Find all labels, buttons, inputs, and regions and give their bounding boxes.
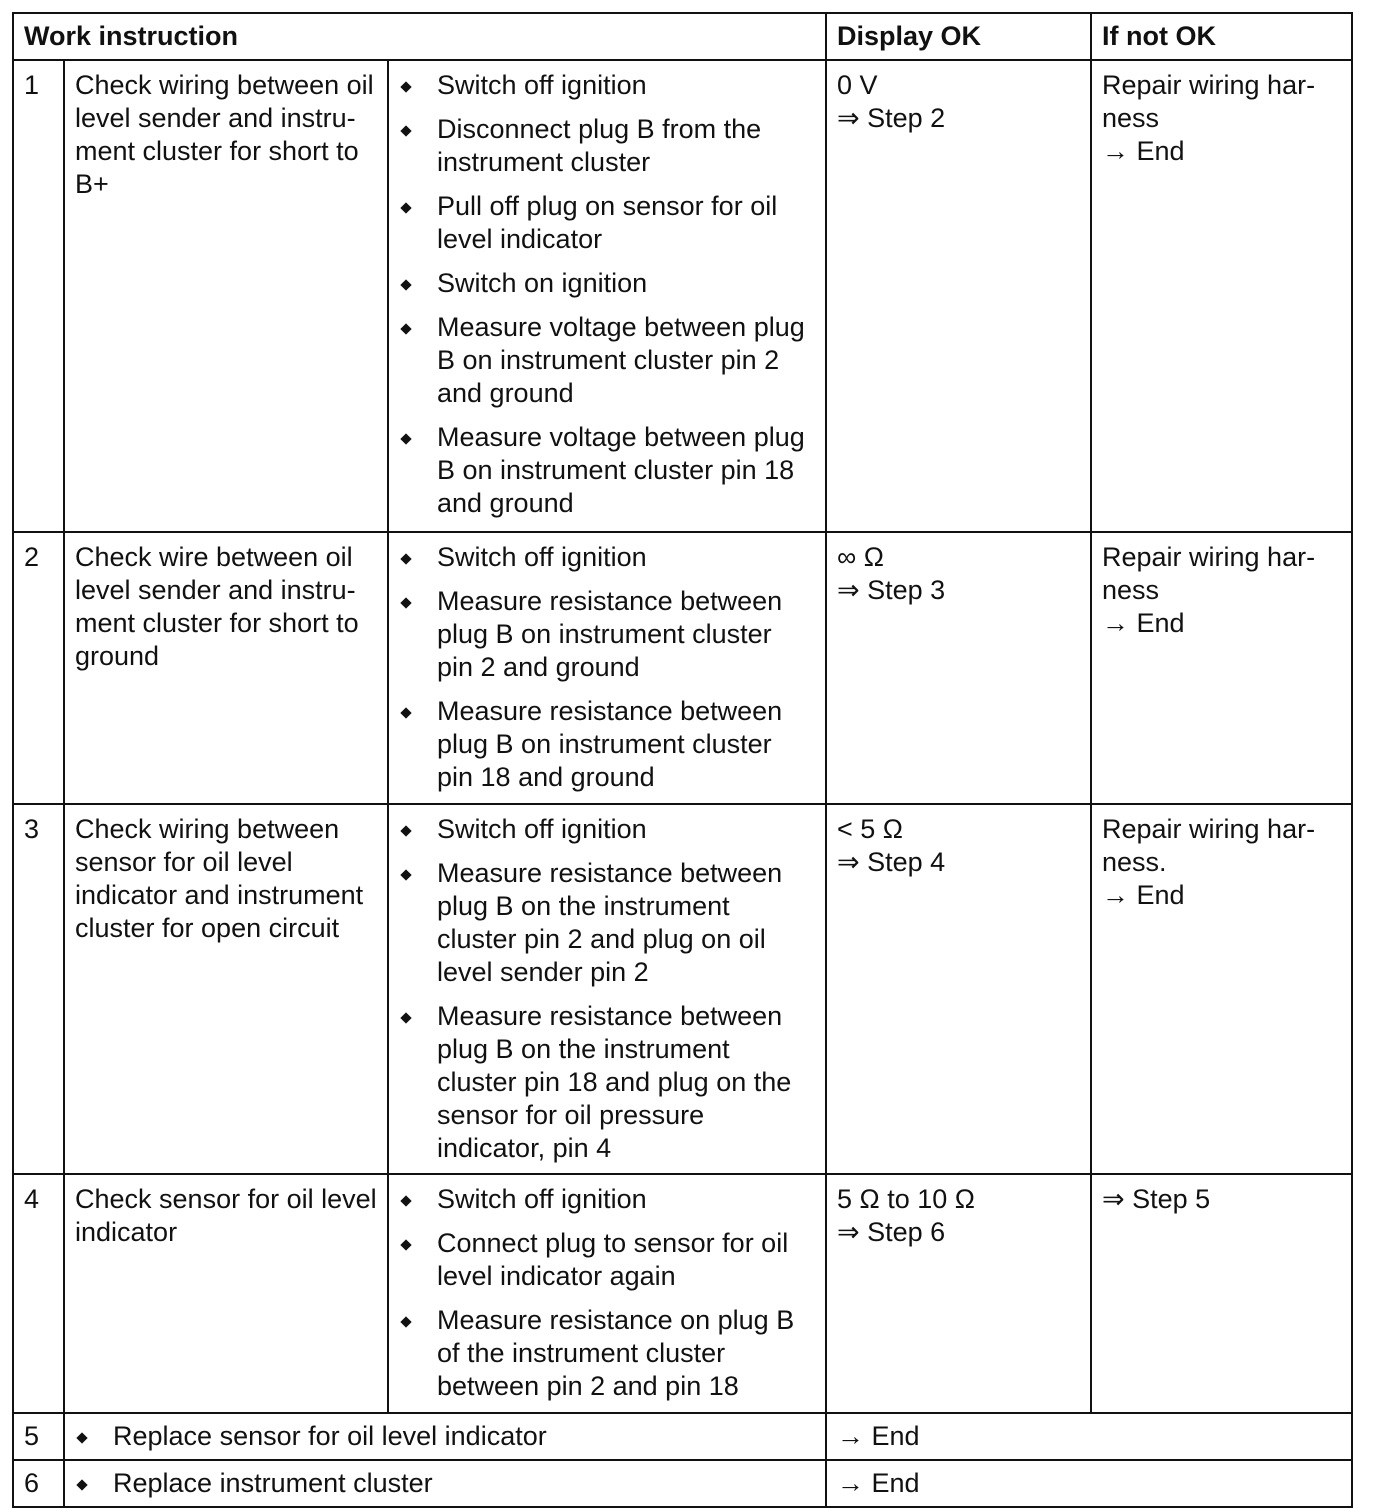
header-work-instruction: Work instruction — [13, 13, 826, 60]
not-ok-next: ⇒ Step 5 — [1102, 1184, 1211, 1214]
diamond-bullet-icon — [76, 1479, 87, 1490]
diamond-bullet-icon — [400, 707, 411, 718]
work-instruction-table — [12, 12, 1353, 1508]
not-ok-action: Repair wiring harness — [1102, 70, 1316, 133]
step-actions — [388, 1174, 826, 1413]
not-ok-next: → End — [1102, 136, 1185, 166]
list-item: Measure voltage between plug B on instrument cluster pin 2 and ground — [399, 311, 815, 410]
not-ok-action: Repair wiring harness — [1102, 542, 1316, 605]
table-row — [13, 1460, 1352, 1507]
ok-value: ∞ Ω — [837, 542, 884, 572]
diamond-bullet-icon — [400, 553, 411, 564]
ok-value: 5 Ω to 10 Ω — [837, 1184, 975, 1214]
ok-next: ⇒ Step 2 — [837, 103, 946, 133]
not-ok-cell — [1091, 532, 1352, 804]
list-item: Switch off ignition — [399, 813, 815, 846]
list-item: Measure resistance between plug B on the instrument cluster pin 18 and plug on the sensor for oil pressure indicator, pin 4 — [399, 1000, 815, 1165]
list-item: Measure resistance between plug B on instrument cluster pin 2 and ground — [399, 585, 815, 684]
ok-next: ⇒ Step 6 — [837, 1217, 946, 1247]
list-item: Switch off ignition — [399, 69, 815, 102]
display-ok-cell — [826, 1174, 1091, 1413]
step-actions — [64, 1413, 826, 1460]
list-item: Measure voltage between plug B on instrument cluster pin 18 and ground — [399, 421, 815, 520]
step-number: 5 — [13, 1413, 64, 1460]
step-number: 1 — [13, 60, 64, 532]
diamond-bullet-icon — [400, 279, 411, 290]
list-item: Switch on ignition — [399, 267, 815, 300]
diamond-bullet-icon — [400, 202, 411, 213]
diamond-bullet-icon — [76, 1432, 87, 1443]
table-row — [13, 60, 1352, 532]
step-number: 6 — [13, 1460, 64, 1507]
diamond-bullet-icon — [400, 1316, 411, 1327]
display-ok-cell — [826, 60, 1091, 532]
not-ok-next: → End — [1102, 880, 1185, 910]
step-number: 2 — [13, 532, 64, 804]
header-display-ok: Display OK — [826, 13, 1091, 60]
diamond-bullet-icon — [400, 825, 411, 836]
ok-value: < 5 Ω — [837, 814, 903, 844]
list-item: Measure resistance on plug B of the instrument cluster between pin 2 and pin 18 — [399, 1304, 815, 1403]
step-title: Check wiring between sensor for oil level indicator and instrument cluster for open circuit — [64, 804, 388, 1174]
step-actions — [64, 1460, 826, 1507]
step-title: Check wire between oil level sender and instrument cluster for short to ground — [64, 532, 388, 804]
list-item: Pull off plug on sensor for oil level indicator — [399, 190, 815, 256]
header-row — [13, 13, 1352, 60]
display-ok-cell — [826, 804, 1091, 1174]
list-item: Replace sensor for oil level indicator — [75, 1420, 815, 1453]
step-actions — [388, 532, 826, 804]
table-row — [13, 532, 1352, 804]
ok-next: ⇒ Step 3 — [837, 575, 946, 605]
diamond-bullet-icon — [400, 433, 411, 444]
diamond-bullet-icon — [400, 323, 411, 334]
list-item: Replace instrument cluster — [75, 1467, 815, 1500]
step-actions — [388, 804, 826, 1174]
diamond-bullet-icon — [400, 125, 411, 136]
list-item: Switch off ignition — [399, 1183, 815, 1216]
list-item: Measure resistance between plug B on the instrument cluster pin 2 and plug on oil level sender pin 2 — [399, 857, 815, 989]
result-cell: → End — [826, 1460, 1352, 1507]
diamond-bullet-icon — [400, 1195, 411, 1206]
diamond-bullet-icon — [400, 1012, 411, 1023]
list-item: Switch off ignition — [399, 541, 815, 574]
table-row — [13, 1174, 1352, 1413]
not-ok-next: → End — [1102, 608, 1185, 638]
step-number: 3 — [13, 804, 64, 1174]
ok-value: 0 V — [837, 70, 878, 100]
diamond-bullet-icon — [400, 597, 411, 608]
display-ok-cell — [826, 532, 1091, 804]
result-cell: → End — [826, 1413, 1352, 1460]
not-ok-cell — [1091, 1174, 1352, 1413]
diamond-bullet-icon — [400, 81, 411, 92]
header-if-not-ok: If not OK — [1091, 13, 1352, 60]
table-row — [13, 1413, 1352, 1460]
list-item: Connect plug to sensor for oil level indicator again — [399, 1227, 815, 1293]
not-ok-action: Repair wiring harness. — [1102, 814, 1316, 877]
step-number: 4 — [13, 1174, 64, 1413]
not-ok-cell — [1091, 804, 1352, 1174]
step-title: Check wiring between oil level sender and instrument cluster for short to B+ — [64, 60, 388, 532]
list-item: Measure resistance between plug B on instrument cluster pin 18 and ground — [399, 695, 815, 794]
diamond-bullet-icon — [400, 1239, 411, 1250]
step-actions — [388, 60, 826, 532]
diamond-bullet-icon — [400, 869, 411, 880]
list-item: Disconnect plug B from the instrument cluster — [399, 113, 815, 179]
ok-next: ⇒ Step 4 — [837, 847, 946, 877]
not-ok-cell — [1091, 60, 1352, 532]
table-row — [13, 804, 1352, 1174]
step-title: Check sensor for oil level indicator — [64, 1174, 388, 1413]
